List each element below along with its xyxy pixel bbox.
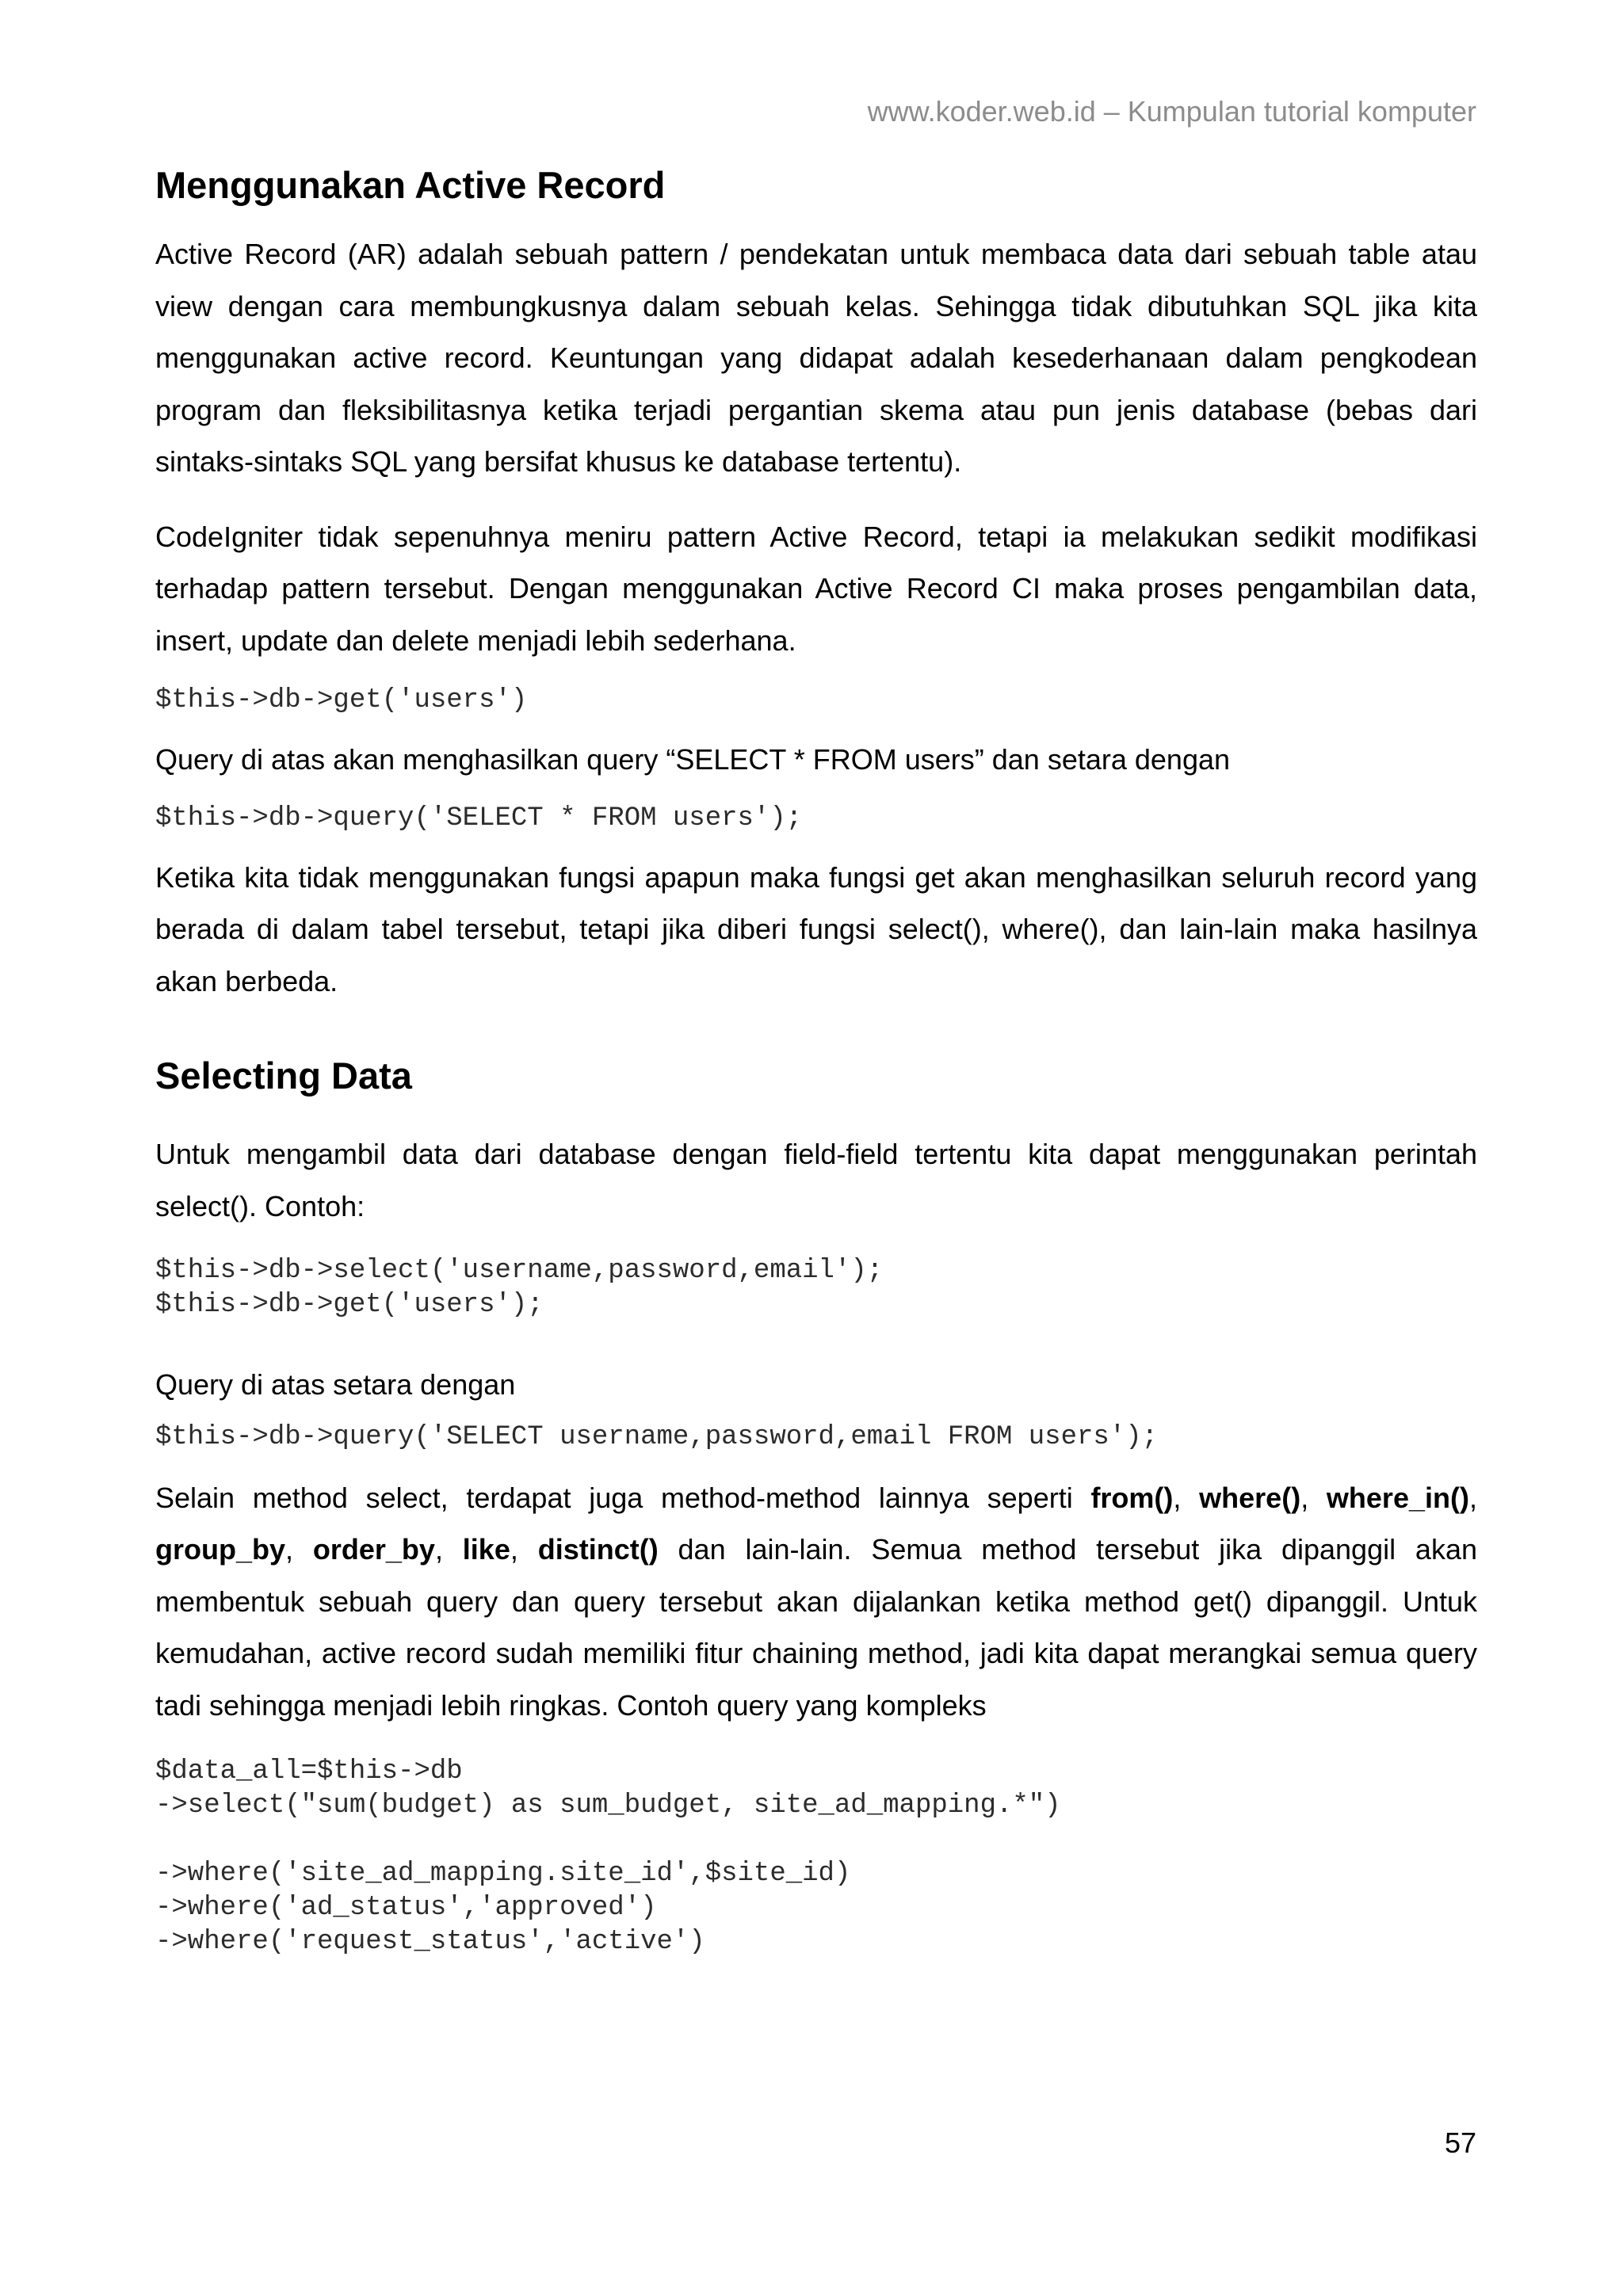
separator: , — [1173, 1481, 1200, 1514]
separator: , — [434, 1533, 463, 1566]
page-number: 57 — [1444, 2126, 1476, 2159]
method-distinct: distinct() — [537, 1533, 659, 1566]
paragraph-select-intro: Untuk mengambil data dari database dengan field-field tertentu kita dapat menggunakan perintah select(). Contoh: — [155, 1138, 1477, 1222]
code-query-select-all: $this->db->query('SELECT * FROM users'); — [155, 803, 803, 833]
text-span: dan lain-lain. Semua method tersebut jika dipanggil akan membentuk sebuah query dan query tersebut akan dijalankan ketika method get() dipanggil. Untuk kemudahan, active record sudah memiliki fitur chaining method, jadi kita dapat merangkai semua query tadi sehingga menjadi lebih ringkas. Contoh query yang kompleks — [155, 1533, 1477, 1722]
method-like: like — [462, 1533, 510, 1566]
separator: , — [1468, 1481, 1477, 1514]
paragraph-ar-intro: Active Record (AR) adalah sebuah pattern / pendekatan untuk membaca data dari sebuah table atau view dengan cara membungkusnya dalam sebuah kelas. Sehingga tidak dibutuhkan SQL jika kita menggunakan active record. Keuntungan yang didapat adalah kesederhanaan dalam pengkodean program dan fleksibilitasnya ketika terjadi pergantian skema atau pun jenis database (bebas dari sintaks-sintaks SQL yang bersifat khusus ke database tertentu). — [155, 238, 1477, 478]
text-span: Selain method select, terdapat juga method-method lainnya seperti — [155, 1481, 1091, 1514]
code-chain-where: ->where('site_ad_mapping.site_id',$site_id) ->where('ad_status','approved') ->where('request_status','active') — [155, 1859, 851, 1957]
paragraph-other-methods — [155, 1472, 1477, 1732]
method-order-by: order_by — [312, 1533, 435, 1566]
page-content — [155, 160, 1477, 1959]
section-title-selecting-data: Selecting Data — [155, 1055, 412, 1097]
paragraph-ci-modification: CodeIgniter tidak sepenuhnya meniru pattern Active Record, tetapi ia melakukan sedikit modifikasi terhadap pattern tersebut. Dengan menggunakan Active Record CI maka proses pengambilan data, insert, update dan delete menjadi lebih sederhana. — [155, 520, 1477, 657]
method-where: where() — [1199, 1481, 1301, 1514]
method-where-in: where_in() — [1326, 1481, 1469, 1514]
separator: , — [1300, 1481, 1327, 1514]
code-select-fields: $this->db->select('username,password,email'); $this->db->get('users'); — [155, 1256, 884, 1320]
paragraph-query-setara: Query di atas setara dengan — [155, 1368, 516, 1401]
code-get-users: $this->db->get('users') — [155, 685, 528, 715]
code-query-select-fields: $this->db->query('SELECT username,password,email FROM users'); — [155, 1421, 1159, 1452]
code-chain-select: $data_all=$this->db ->select("sum(budget) as sum_budget, site_ad_mapping.*") — [155, 1756, 1061, 1821]
separator: , — [510, 1533, 538, 1566]
section-title-active-record: Menggunakan Active Record — [155, 164, 666, 206]
paragraph-get-behavior: Ketika kita tidak menggunakan fungsi apapun maka fungsi get akan menghasilkan seluruh record yang berada di dalam tabel tersebut, tetapi jika diberi fungsi select(), where(), dan lain-lain maka hasilnya akan berbeda. — [155, 860, 1477, 997]
method-group-by: group_by — [155, 1533, 286, 1566]
method-from: from() — [1090, 1481, 1174, 1514]
paragraph-query-equivalent: Query di atas akan menghasilkan query “SELECT * FROM users” dan setara dengan — [155, 743, 1231, 776]
page-header: www.koder.web.id – Kumpulan tutorial komputer — [867, 95, 1476, 128]
separator: , — [285, 1533, 313, 1566]
